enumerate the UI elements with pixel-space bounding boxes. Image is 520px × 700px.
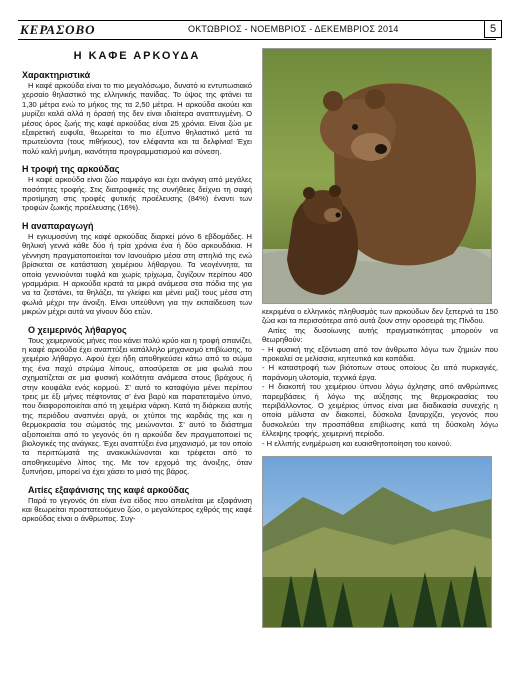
article-title: Η ΚΑΦΕ ΑΡΚΟΥΔΑ — [73, 50, 201, 62]
left-column — [22, 46, 252, 694]
page-header — [18, 20, 496, 40]
mountain-landscape-photo — [262, 456, 492, 628]
section-heading: Χαρακτηριστικά — [22, 70, 91, 80]
cause-item: - Η φυσική της εξόντωση από τον άνθρωπο λόγω των ζημιών που προκαλεί σε μελίσσια, κηπευτικά και κοπάδια. — [262, 344, 498, 364]
section-heading: Αιτίες εξαφάνισης της καφέ αρκούδας — [28, 484, 190, 495]
cause-item: - Η ελλιπής ενημέρωση και ευαισθητοποίηση του κοινού. — [262, 438, 452, 448]
causes-lead: Αιτίες της δυσοίωνης αυτής πραγματικότητας μπορούν να θεωρηθούν: — [262, 325, 498, 345]
continued-text: κεκριμένα ο ελληνικός πληθυσμός των αρκούδων δεν ξεπερνά τα 150 ζώα και τα περισσότερα από αυτά ζουν στην οροσειρά της Πίνδου. — [262, 307, 498, 326]
section-text: Τους χειμερινούς μήνες που κάνει πολύ κρύο και η τροφή σπανίζει, η καφέ αρκούδα έχει αναπτύξει κατάλληλο μηχανισμό επιβίωσης, το χειμέριο λήθαργο. Αφού έχει ήδη αποθηκεύσει κάτω από το σώμα της ένα παχύ στρώμα λίπους, αποσύρεται σε μια φωλιά που σχηματίζεται σε μια φυσική κοιλότητα ανάμεσα στους βράχους ή στην κουφάλα ενός κορμού. Σ' αυτό το καταφύγιο μένει περίπου τρεις με έξι μήνες πέφτοντας σ' ένα βαρύ και παρατεταμένο ύπνο, που διαφοροποιείται από τη χειμέρια νάρκη. Κατά τη διάρκεια αυτής της περιόδου αναπνέει αργά, οι χτύποι της καρδιάς της και η θερμοκρασία του σώματός της μειώνονται. Σ' αυτό το διάστημα αξιοποιείται από το γεγονός ότι η αρκούδα δεν πραγματοποιεί τις βιολογικές της ανάγκες. Έχει αναπτύξει ένα μηχανισμό, με τον οποίο τα περιττώματά της ανακυκλώνονται και τρέφεται από το αποθηκευμένο λίπος της. Με τον ερχομό της άνοιξης, όταν ξυπνήσει, μπορεί να έχει χάσει το μισό της βάρος. — [22, 335, 252, 477]
bear-photo — [262, 48, 492, 304]
section-text: Η καφέ αρκούδα είναι το πιο μεγαλόσωμο, δυνατό κι εντυπωσιακό χερσαίο θηλαστικό της ελληνικής πανίδας. Το ύψος της φτάνει τα 1,30 μέτρα ενώ το μήκος της τα 2,50 μέτρα. Η αρκούδα ακούει και μυρίζει καλά αλλά η όρασή της δεν είναι ιδιαίτερα αναπτυγμένη. Ο μέσος όρος ζωής της καφέ αρκούδας είναι 25 χρόνια. Είναι ζώο με εξαιρετική ευφυΐα, θεωρείται το πιο έξυπνο θηλαστικό μετά τα πρωτεύοντα (τους πιθήκους), τον ελέφαντα και τα δελφίνια! Έχει πολύ καλή μνήμη, ικανότητα προγραμματισμού και σύνεση. — [22, 81, 252, 156]
section-heading: Η τροφή της αρκούδας — [22, 164, 120, 175]
section-heading: Ο χειμερινός λήθαργος — [28, 324, 127, 335]
magazine-logo: ΚΕΡΑΣΟΒΟ — [20, 22, 96, 37]
section-text: Η εγκυμοσύνη της καφέ αρκούδας διαρκεί μόνο 6 εβδομάδες. Η θηλυκή γεννά κάθε δύο ή τρία χρόνια ένα ή δύο αρκουδάκια. Η γέννηση πραγματοποιείται τον Ιανουάριο μέσα στη σπηλιά της ενώ βρίσκεται σε κατάσταση χειμέριου λήθαργου. Τα νεογέννητα, τα οποία γεννιούνται τυφλά και χωρίς τρίχωμα, ζυγίζουν περίπου 400 γραμμάρια. Η αρκούδα κρατά τα μικρά ανάμεσα στα πόδια της για να τα ζεστάνει, τα θηλάζει, τα γλείφει και μένει μαζί τους μέσα στη φωλιά μέχρι την άνοιξη. Είναι υπεύθυνη για την εκπαίδευση των μικρών μέχρι αυτά να γίνουν δύο ετών. — [22, 231, 252, 317]
page-number: 5 — [484, 20, 502, 38]
section-heading: Η αναπαραγωγή — [22, 220, 94, 231]
section-text: Παρά το γεγονός ότι είναι ένα είδος που απειλείται με εξαφάνιση και θεωρείται προστατευόμενο ζώο, ο μεγαλύτερος εχθρός της καφέ αρκούδας είναι ο άνθρωπος. Συγ- — [22, 495, 252, 524]
issue-date: ΟΚΤΩΒΡΙΟΣ - ΝΟΕΜΒΡΙΟΣ - ΔΕΚΕΜΒΡΙΟΣ 2014 — [188, 24, 399, 34]
cause-item: - Η καταστροφή των βιότοπων στους οποίους ζει από πυρκαγιές, παράνομη υλοτομία, τεχνικά έργα. — [262, 363, 498, 382]
section-text: Η καφέ αρκούδα είναι ζώο παμφάγο και έχει ανάγκη από μεγάλες ποσότητες τροφής. Στις διατροφικές της συνήθειες δείχνει τη σαφή προτίμηση στις τροφές φυτικής προέλευσης (84%) έναντι των τροφών ζωικής προέλευσης (16%). — [22, 175, 252, 213]
cause-item: - Η διακοπή του χειμέριου ύπνου λόγω όχλησης από ανθρώπινες παρεμβάσεις ή λόγω της αύξησης της θερμοκρασίας του περιβάλλοντος. Ο χειμέριος ύπνος είναι μια διαδικασία συνεχής η οποία μάλιστα αν διακοπεί, δύσκολα ξαναρχίζει, γεγονός που δυσκολεύει την προσπάθεια επιβίωσης κατά τη δύσκολη λόγω έλλειψης τροφής, χειμερινή περίοδο. — [262, 382, 498, 439]
right-column — [262, 48, 498, 694]
